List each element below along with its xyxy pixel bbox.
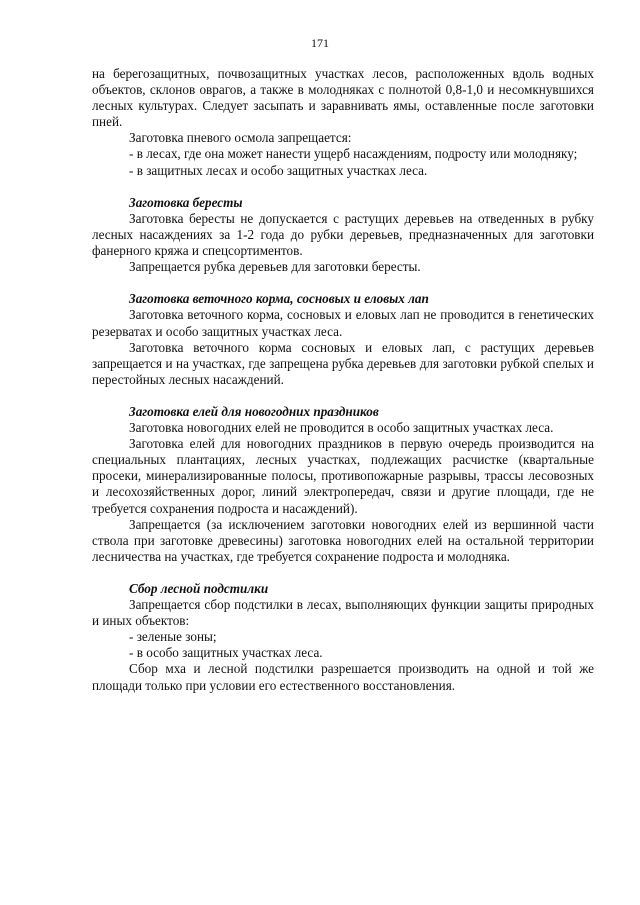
branch-fodder-paragraph-2: Заготовка веточного корма сосновых и еловых лап, с растущих деревьев запрещается и на участках, где запрещена рубка деревьев для заготовки рубкой спелых и перестойных лесных насаждений. xyxy=(92,339,594,387)
document-body xyxy=(92,66,594,694)
forest-litter-list-item-2: - в особо защитных участках леса. xyxy=(129,645,323,661)
forest-litter-list-item-1: - зеленые зоны; xyxy=(129,629,217,645)
new-year-trees-paragraph-2: Заготовка елей для новогодних праздников в первую очередь производится на специальных плантациях, лесных участках, подлежащих расчистке (квартальные просеки, минерализированные полосы, противопожарные разрывы, трассы лесовозных и лесохозяйственных дорог, линий электропередач, связи и другие площади, где не требуется сохранения подроста и насаждений). xyxy=(92,436,594,516)
birch-bark-paragraph-2: Запрещается рубка деревьев для заготовки бересты. xyxy=(129,259,421,275)
branch-fodder-paragraph-1: Заготовка веточного корма, сосновых и еловых лап не проводится в генетических резерватах и особо защитных участках леса. xyxy=(92,307,594,339)
forest-litter-paragraph-1: Запрещается сбор подстилки в лесах, выполняющих функции защиты природных и иных объектов: xyxy=(92,597,594,629)
section-title-birch-bark: Заготовка бересты xyxy=(129,194,243,210)
forest-litter-paragraph-2: Сбор мха и лесной подстилки разрешается производить на одной и той же площади только при условии его естественного восстановления. xyxy=(92,661,594,693)
intro-list-item-2: - в защитных лесах и особо защитных участках леса. xyxy=(129,162,428,178)
birch-bark-paragraph-1: Заготовка бересты не допускается с растущих деревьев на отведенных в рубку лесных насаждениях за 1-2 года до рубки деревьев, предназначенных для заготовки фанерного кряжа и спецсортиментов. xyxy=(92,210,594,259)
intro-paragraph-1: на берегозащитных, почвозащитных участках лесов, расположенных вдоль водных объектов, склонов оврагов, а также в молодняках с полнотой 0,8-1,0 и несомкнувшихся лесных культурах. Следует засыпать и заравнивать ямы, оставленные после заготовки пней. xyxy=(92,66,594,130)
section-title-forest-litter: Сбор лесной подстилки xyxy=(129,581,269,596)
new-year-trees-paragraph-3: Запрещается (за исключением заготовки новогодних елей из вершинной части ствола при заготовке древесины) заготовка новогодних елей на остальной территории лесничества на участках, где требуется сохранение подроста и молодняка. xyxy=(92,516,594,564)
section-gap xyxy=(92,388,594,404)
section-title-branch-fodder: Заготовка веточного корма, сосновых и еловых лап xyxy=(129,291,429,307)
page-number: 171 xyxy=(311,36,329,50)
intro-paragraph-2: Заготовка пневого осмола запрещается: xyxy=(129,130,352,146)
intro-list-item-1: - в лесах, где она может нанести ущерб насаждениям, подросту или молодняку; xyxy=(129,146,578,162)
section-gap xyxy=(92,179,594,195)
new-year-trees-paragraph-1: Заготовка новогодних елей не проводится в особо защитных участках леса. xyxy=(129,420,554,436)
section-gap xyxy=(92,275,594,291)
section-title-new-year-trees: Заготовка елей для новогодних праздников xyxy=(129,403,379,419)
section-gap xyxy=(92,565,594,581)
